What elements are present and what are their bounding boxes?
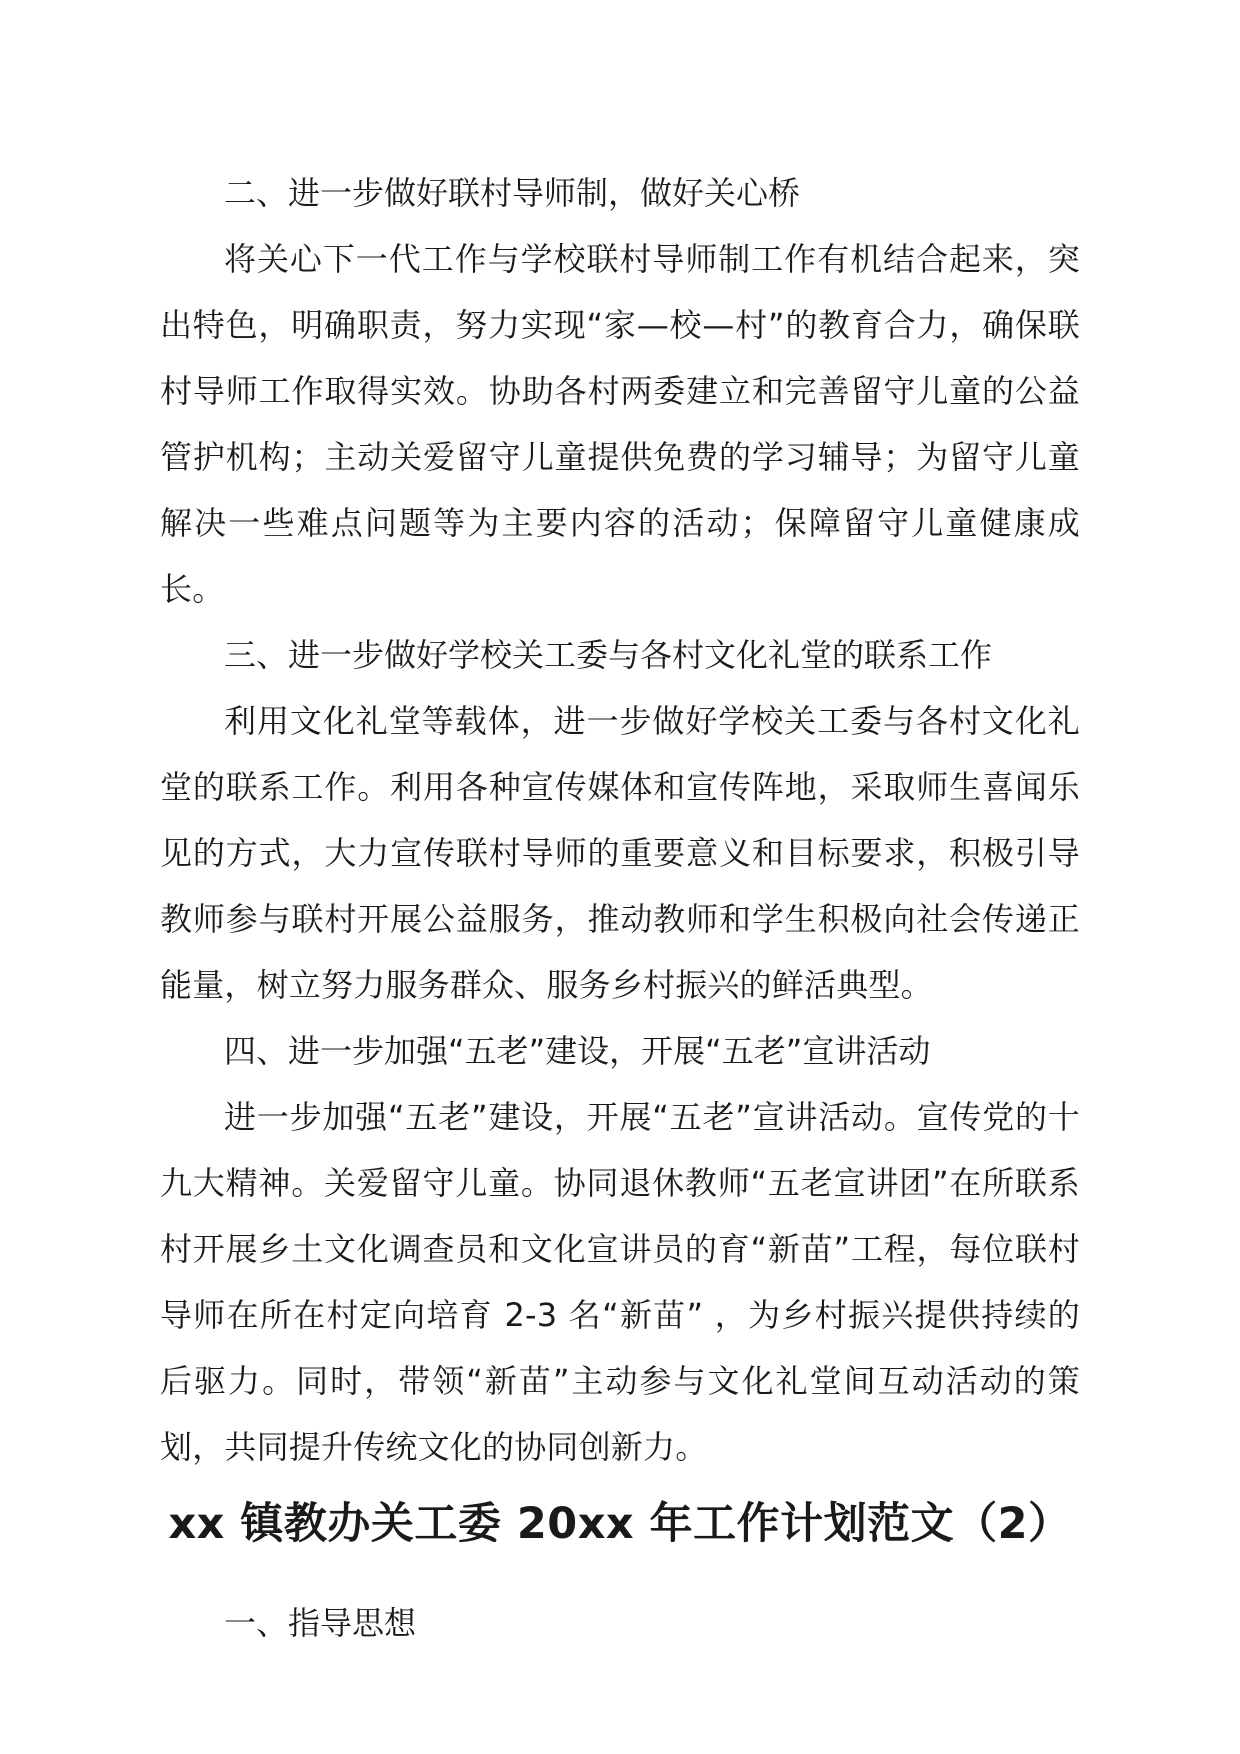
section-heading-2: 二、进一步做好联村导师制，做好关心桥 (224, 174, 801, 212)
section-heading-1: 一、指导思想 (224, 1604, 417, 1642)
section-paragraph-3: 利用文化礼堂等载体，进一步做好学校关工委与各村文化礼堂的联系工作。利用各种宣传媒体和宣传阵地，采取师生喜闻乐见的方式，大力宣传联村导师的重要意义和目标要求，积极引导教师参与联村开展公益服务，推动教师和学生积极向社会传递正能量，树立努力服务群众、服务乡村振兴的鲜活典型。 (160, 702, 1080, 1004)
section-heading-3: 三、进一步做好学校关工委与各村文化礼堂的联系工作 (224, 636, 993, 674)
document-title: xx 镇教办关工委 20xx 年工作计划范文（2） (168, 1499, 1072, 1549)
section-paragraph-2: 将关心下一代工作与学校联村导师制工作有机结合起来，突出特色，明确职责，努力实现“家—校—村”的教育合力，确保联村导师工作取得实效。协助各村两委建立和完善留守儿童的公益管护机构；主动关爱留守儿童提供免费的学习辅导；为留守儿童解决一些难点问题等为主要内容的活动；保障留守儿童健康成长。 (160, 240, 1080, 608)
section-paragraph-4: 进一步加强“五老”建设，开展“五老”宣讲活动。宣传党的十九大精神。关爱留守儿童。协同退休教师“五老宣讲团”在所联系村开展乡土文化调查员和文化宣讲员的育“新苗”工程，每位联村导师在所在村定向培育 2-3 名“新苗” ，为乡村振兴提供持续的后驱力。同时，带领“新苗”主动参与文化礼堂间互动活动的策划，共同提升传统文化的协同创新力。 (160, 1098, 1080, 1466)
document-body (160, 160, 1080, 1656)
section-heading-4: 四、进一步加强“五老”建设，开展“五老”宣讲活动 (224, 1032, 931, 1070)
